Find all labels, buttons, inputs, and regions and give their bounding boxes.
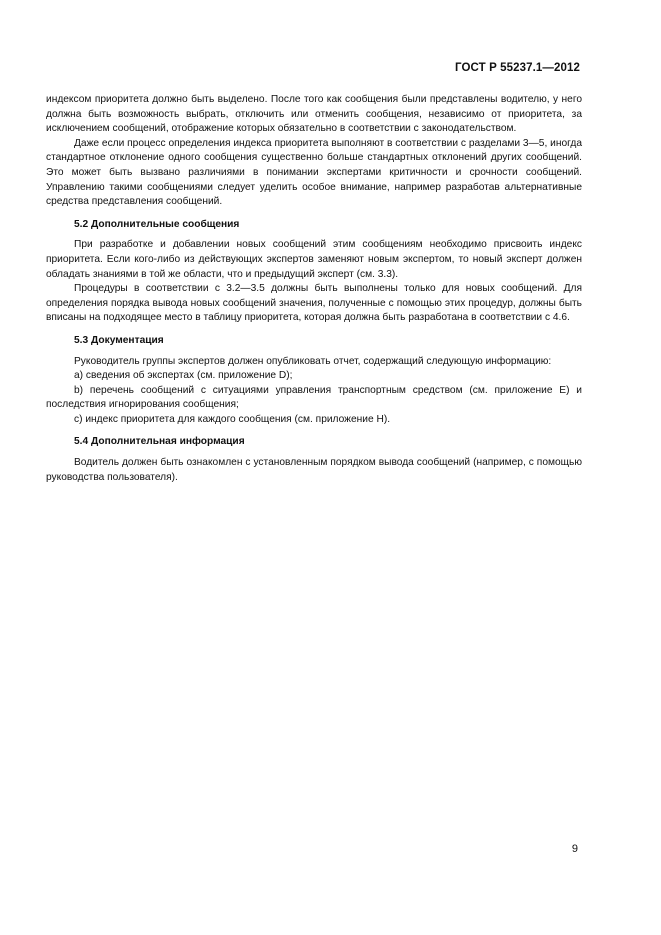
page-number: 9 bbox=[571, 843, 578, 855]
list-item-b: b) перечень сообщений с ситуациями управления транспортным средством (см. приложение E) и последствия игнорирования сообщения; bbox=[46, 384, 582, 411]
section-5-3-heading: 5.3 Документация bbox=[74, 334, 164, 346]
section-5-2 bbox=[46, 218, 582, 326]
section-5-2-heading: 5.2 Дополнительные сообщения bbox=[74, 218, 240, 230]
section-5-2-paragraph-1: При разработке и добавлении новых сообщений этим сообщениям необходимо присвоить индекс приоритета. Если кого-либо из действующих экспертов заменяют новым экспертом, то новый эксперт должен обладать знаниями в той же области, что и предыдущий эксперт (см. 3.3). bbox=[46, 239, 582, 280]
intro-paragraph-1: индексом приоритета должно быть выделено. После того как сообщения были представлены водителю, у него должна быть возможность выбрать, отключить или отменить сообщения, независимо от приоритета, за исключением сообщений, отображение которых обязательно в соответствии с законодательством. bbox=[46, 94, 582, 135]
section-5-4-heading: 5.4 Дополнительная информация bbox=[74, 436, 245, 448]
section-5-2-paragraph-2: Процедуры в соответствии с 3.2—3.5 должны быть выполнены только для новых сообщений. Для определения порядка вывода новых сообщений значения, полученные с помощью этих процедур, должны быть вписаны на подходящее место в таблицу приоритета, которая должна быть разработана в соответствии с 4.6. bbox=[46, 283, 582, 324]
section-5-3-paragraph-1: Руководитель группы экспертов должен опубликовать отчет, содержащий следующую информацию: bbox=[74, 355, 552, 367]
section-5-4 bbox=[46, 435, 582, 485]
document-body bbox=[46, 93, 582, 493]
intro-paragraph-2: Даже если процесс определения индекса приоритета выполняют в соответствии с разделами 3—5, иногда стандартное отклонение одного сообщения существенно больше стандартных отклонений других сообщений. Это может быть вызвано различиями в понимании экспертами критичности и срочности сообщений. Управлению такими сообщениями следует уделить особое внимание, например разработав альтернативные средства представления сообщений. bbox=[46, 137, 582, 208]
list-item-c: с) индекс приоритета для каждого сообщения (см. приложение H). bbox=[74, 413, 391, 425]
list-item-a: а) сведения об экспертах (см. приложение D); bbox=[74, 370, 293, 382]
document-header: ГОСТ Р 55237.1—2012 bbox=[455, 62, 580, 74]
section-5-4-paragraph-1: Водитель должен быть ознакомлен с установленным порядком вывода сообщений (например, с помощью руководства пользователя). bbox=[46, 457, 582, 483]
intro-section bbox=[46, 93, 582, 210]
section-5-3 bbox=[46, 334, 582, 428]
